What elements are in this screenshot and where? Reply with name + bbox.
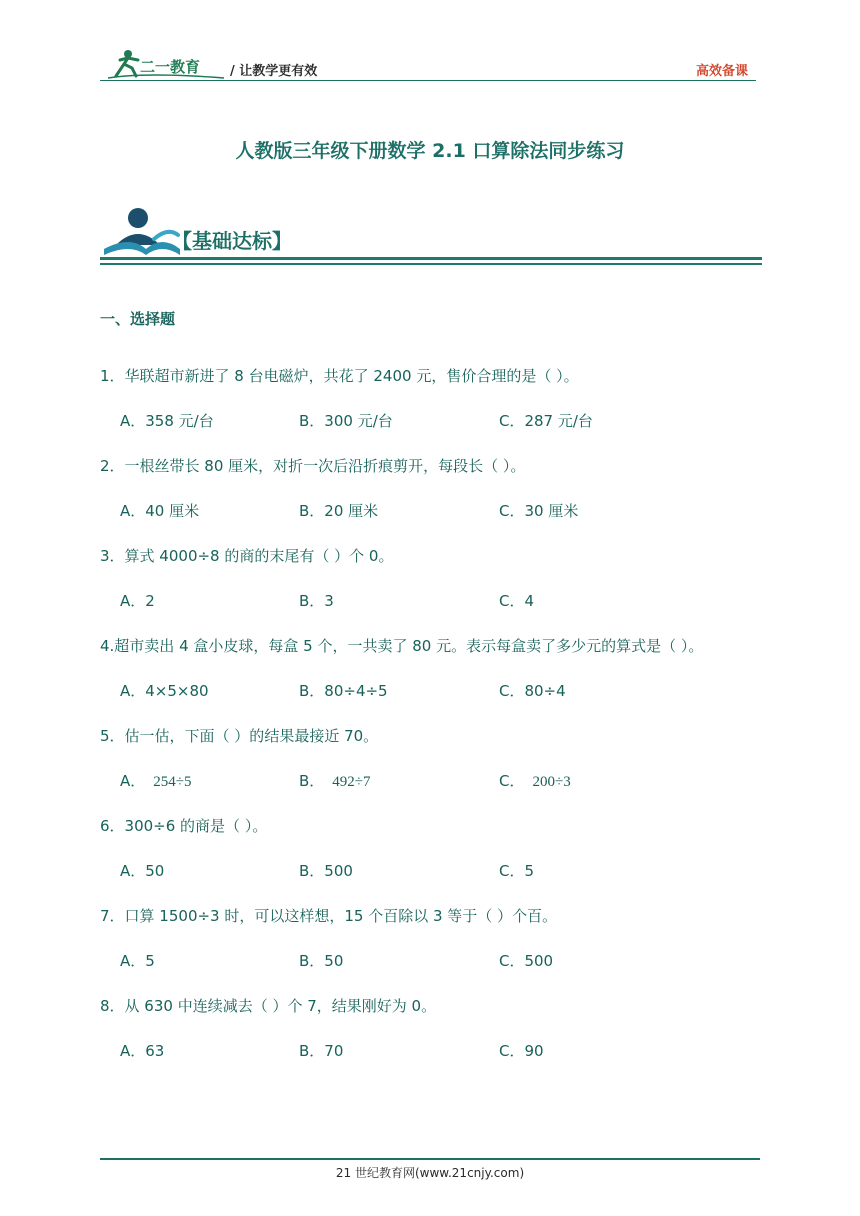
document-title: 人教版三年级下册数学 2.1 口算除法同步练习 [235, 140, 625, 162]
header-slogan: / 让教学更有效 [230, 64, 318, 79]
option-letter: C． [499, 772, 525, 790]
option-b: B．80÷4÷5 [299, 682, 388, 700]
option-a: A．2 [120, 592, 155, 610]
math-expression: 492÷7 [332, 774, 371, 790]
question-3: 3．算式 4000÷8 的商的末尾有（ ）个 0。 [100, 547, 394, 565]
section-title: 【基础达标】 [172, 229, 292, 253]
option-b: B．70 [299, 1042, 344, 1060]
question-8: 8．从 630 中连续减去（ ）个 7，结果刚好为 0。 [100, 997, 437, 1015]
option-c: C．500 [499, 952, 554, 970]
option-a [120, 770, 192, 791]
option-b [299, 770, 371, 791]
footer-rule [100, 1158, 760, 1160]
part-heading: 一、选择题 [100, 310, 176, 328]
option-a: A．358 元/台 [120, 412, 214, 430]
banner-rule [100, 257, 762, 260]
header-tagline: 高效备课 [695, 64, 748, 79]
option-a: A．40 厘米 [120, 502, 200, 520]
logo-text: 二一教育 [140, 58, 201, 76]
option-b: B．3 [299, 592, 334, 610]
option-b: B．500 [299, 862, 353, 880]
option-c [499, 770, 571, 791]
question-4: 4.超市卖出 4 盒小皮球，每盒 5 个，一共卖了 80 元。表示每盒卖了多少元的算式是（ ）。 [100, 637, 704, 655]
math-expression: 200÷3 [532, 774, 571, 790]
question-2: 2．一根丝带长 80 厘米，对折一次后沿折痕剪开，每段长（ ）。 [100, 457, 526, 475]
option-letter: A． [120, 772, 146, 790]
question-7: 7．口算 1500÷3 时，可以这样想，15 个百除以 3 等于（ ）个百。 [100, 907, 558, 925]
section-banner [100, 205, 762, 267]
option-a: A．5 [120, 952, 155, 970]
option-a: A．50 [120, 862, 165, 880]
banner-rule [100, 263, 762, 265]
page-header [100, 44, 756, 81]
option-c: C．30 厘米 [499, 502, 579, 520]
page-footer: 21 世纪教育网(www.21cnjy.com) [335, 1166, 525, 1180]
option-b: B．50 [299, 952, 344, 970]
option-a: A．4×5×80 [120, 682, 209, 700]
option-c: C．80÷4 [499, 682, 566, 700]
option-c: C．287 元/台 [499, 412, 593, 430]
math-expression: 254÷5 [153, 774, 192, 790]
option-b: B．300 元/台 [299, 412, 393, 430]
question-1: 1．华联超市新进了 8 台电磁炉，共花了 2400 元，售价合理的是（ ）。 [100, 367, 579, 385]
question-6: 6．300÷6 的商是（ ）。 [100, 817, 268, 835]
option-c: C．90 [499, 1042, 544, 1060]
option-a: A．63 [120, 1042, 165, 1060]
option-letter: B． [299, 772, 325, 790]
question-5: 5．估一估，下面（ ）的结果最接近 70。 [100, 727, 379, 745]
option-c: C．4 [499, 592, 535, 610]
option-b: B．20 厘米 [299, 502, 379, 520]
student-book-icon [100, 205, 182, 259]
option-c: C．5 [499, 862, 535, 880]
